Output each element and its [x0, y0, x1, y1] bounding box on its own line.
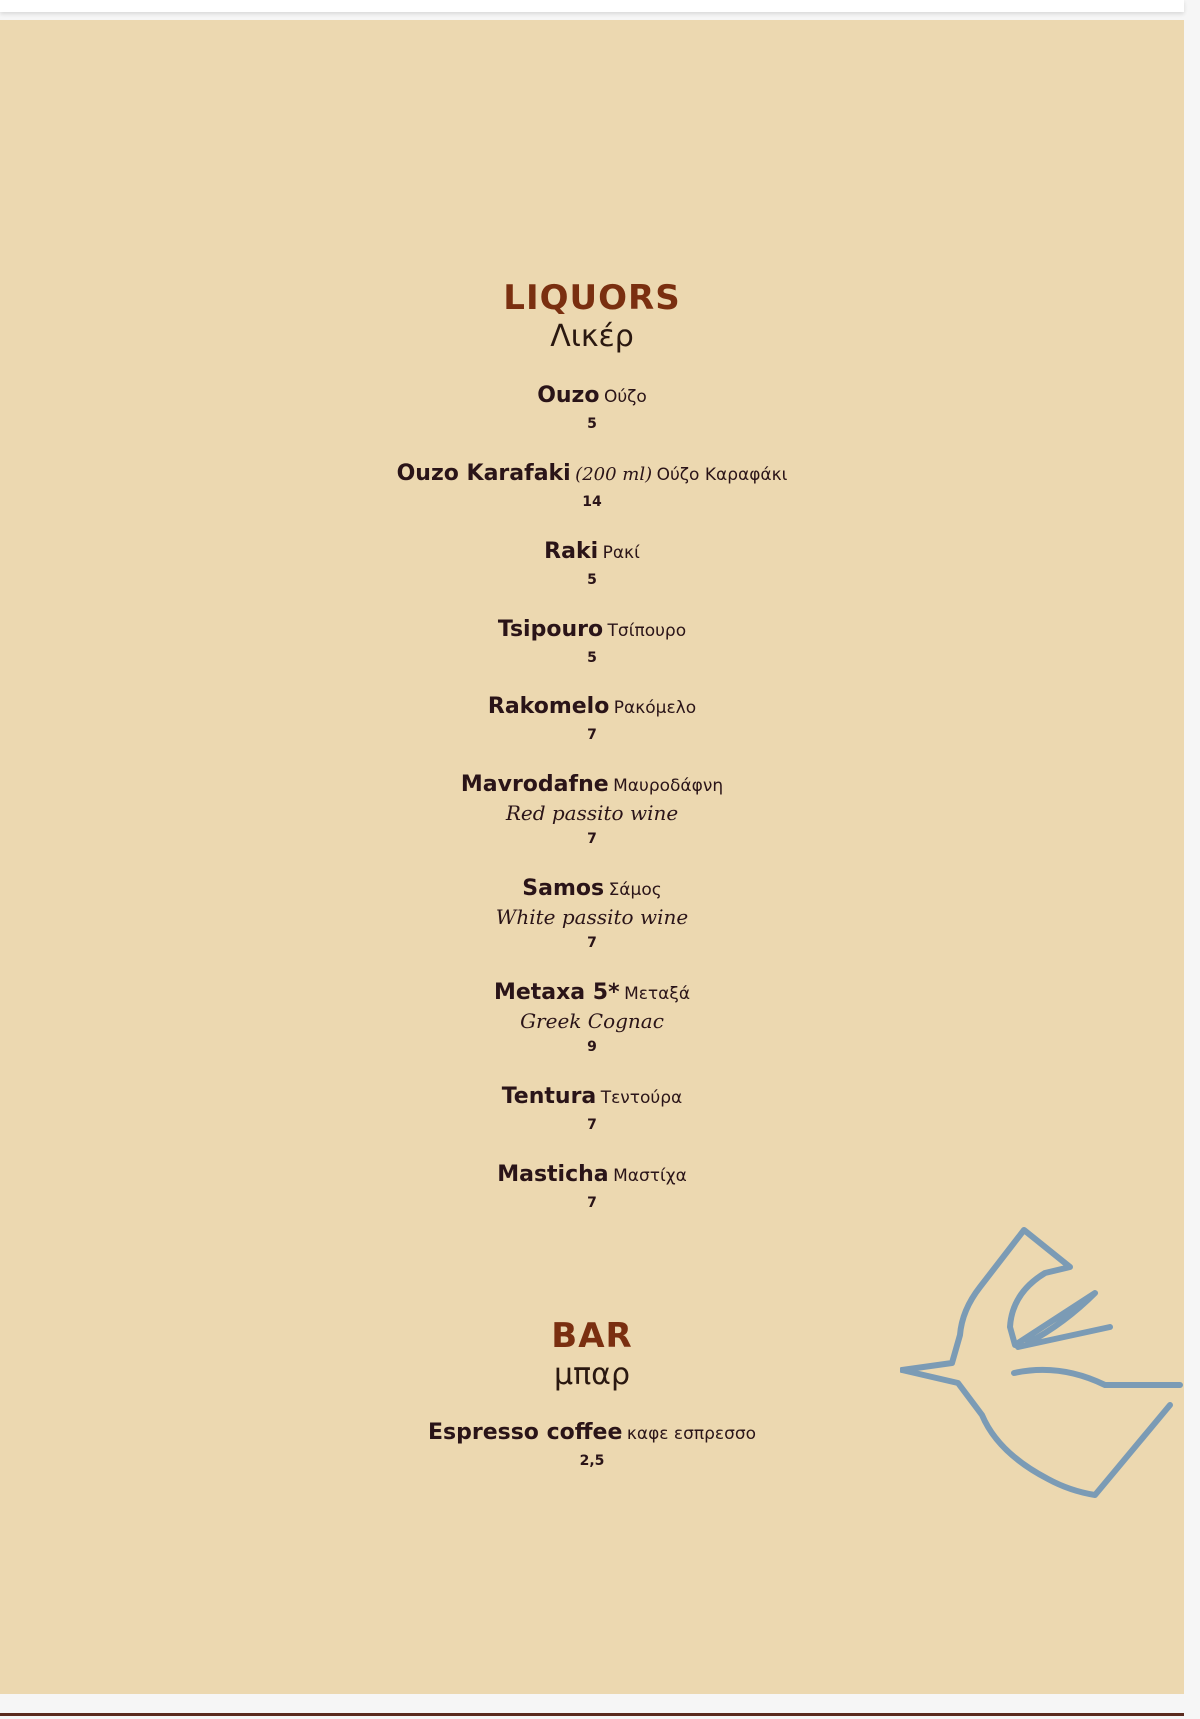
menu-item-price: 7 — [587, 727, 597, 743]
menu-item-name: Samos — [522, 876, 605, 901]
menu-item-heading — [0, 617, 1184, 645]
menu-item-greek-name: Τσίπουρο — [607, 621, 687, 641]
menu-item — [0, 980, 1184, 1060]
bottom-divider-line — [0, 1713, 1184, 1716]
menu-item-name: Metaxa 5* — [493, 980, 620, 1005]
menu-page — [0, 20, 1184, 1694]
menu-item-name: Rakomelo — [487, 694, 610, 719]
menu-item — [0, 617, 1184, 671]
menu-item-greek-name: Σάμος — [608, 880, 662, 900]
menu-item-heading — [0, 772, 1184, 800]
menu-item-name: Ouzo — [537, 383, 600, 408]
section-subtitle: Λικέρ — [550, 319, 634, 354]
menu-item-heading — [0, 694, 1184, 722]
menu-item — [0, 383, 1184, 437]
menu-item-greek-name: Μαστίχα — [613, 1166, 687, 1186]
menu-item-greek-name: Μεταξά — [624, 984, 691, 1004]
menu-item-heading — [0, 980, 1184, 1008]
menu-item — [0, 772, 1184, 852]
menu-item — [0, 1084, 1184, 1138]
menu-item-price: 7 — [587, 935, 597, 951]
menu-item-heading — [0, 1420, 1184, 1448]
menu-item-greek-name: Μαυροδάφνη — [613, 776, 724, 796]
menu-item-price: 9 — [587, 1039, 597, 1055]
menu-item-name: Masticha — [497, 1162, 609, 1187]
menu-item-price: 14 — [582, 494, 602, 510]
menu-item-description: Red passito wine — [505, 801, 679, 825]
menu-item-price: 5 — [587, 416, 597, 432]
menu-item-description: White passito wine — [495, 905, 689, 929]
menu-item — [0, 539, 1184, 593]
menu-item-price: 7 — [587, 831, 597, 847]
menu-item-heading — [0, 1162, 1184, 1190]
menu-item-price: 5 — [587, 572, 597, 588]
menu-item-price: 2,5 — [579, 1453, 605, 1469]
menu-item-price: 5 — [587, 650, 597, 666]
menu-item-heading — [0, 461, 1184, 489]
menu-item-price: 7 — [587, 1117, 597, 1133]
menu-item-greek-name: καφε εσπρεσσο — [626, 1424, 757, 1444]
menu-item-heading — [0, 539, 1184, 567]
section-title: BAR — [551, 1316, 633, 1356]
menu-item-size: (200 ml) — [575, 464, 653, 485]
menu-item-name: Tentura — [501, 1084, 597, 1109]
menu-item-description: Greek Cognac — [520, 1009, 664, 1033]
top-divider-strip — [0, 0, 1184, 12]
menu-item — [0, 1420, 1184, 1474]
menu-item-name: Tsipouro — [497, 617, 604, 642]
menu-item-greek-name: Τεντούρα — [600, 1088, 683, 1108]
menu-item-greek-name: Ούζο — [603, 387, 647, 407]
menu-item — [0, 461, 1184, 515]
menu-item-greek-name: Ρακί — [602, 543, 640, 563]
menu-item-greek-name: Ρακόμελο — [613, 698, 697, 718]
menu-item-greek-name: Ούζο Καραφάκι — [656, 465, 788, 485]
section-subtitle: μπαρ — [554, 1357, 630, 1392]
menu-item-name: Mavrodafne — [460, 772, 609, 797]
liquors-section — [0, 278, 1184, 356]
section-title: LIQUORS — [503, 278, 681, 318]
menu-item — [0, 876, 1184, 956]
menu-item — [0, 1162, 1184, 1216]
menu-item-name: Raki — [544, 539, 599, 564]
menu-item-heading — [0, 383, 1184, 411]
menu-item-price: 7 — [587, 1195, 597, 1211]
menu-item-name: Ouzo Karafaki — [396, 461, 571, 486]
menu-item-heading — [0, 1084, 1184, 1112]
menu-item — [0, 694, 1184, 748]
menu-item-heading — [0, 876, 1184, 904]
menu-item-name: Espresso coffee — [427, 1420, 623, 1445]
